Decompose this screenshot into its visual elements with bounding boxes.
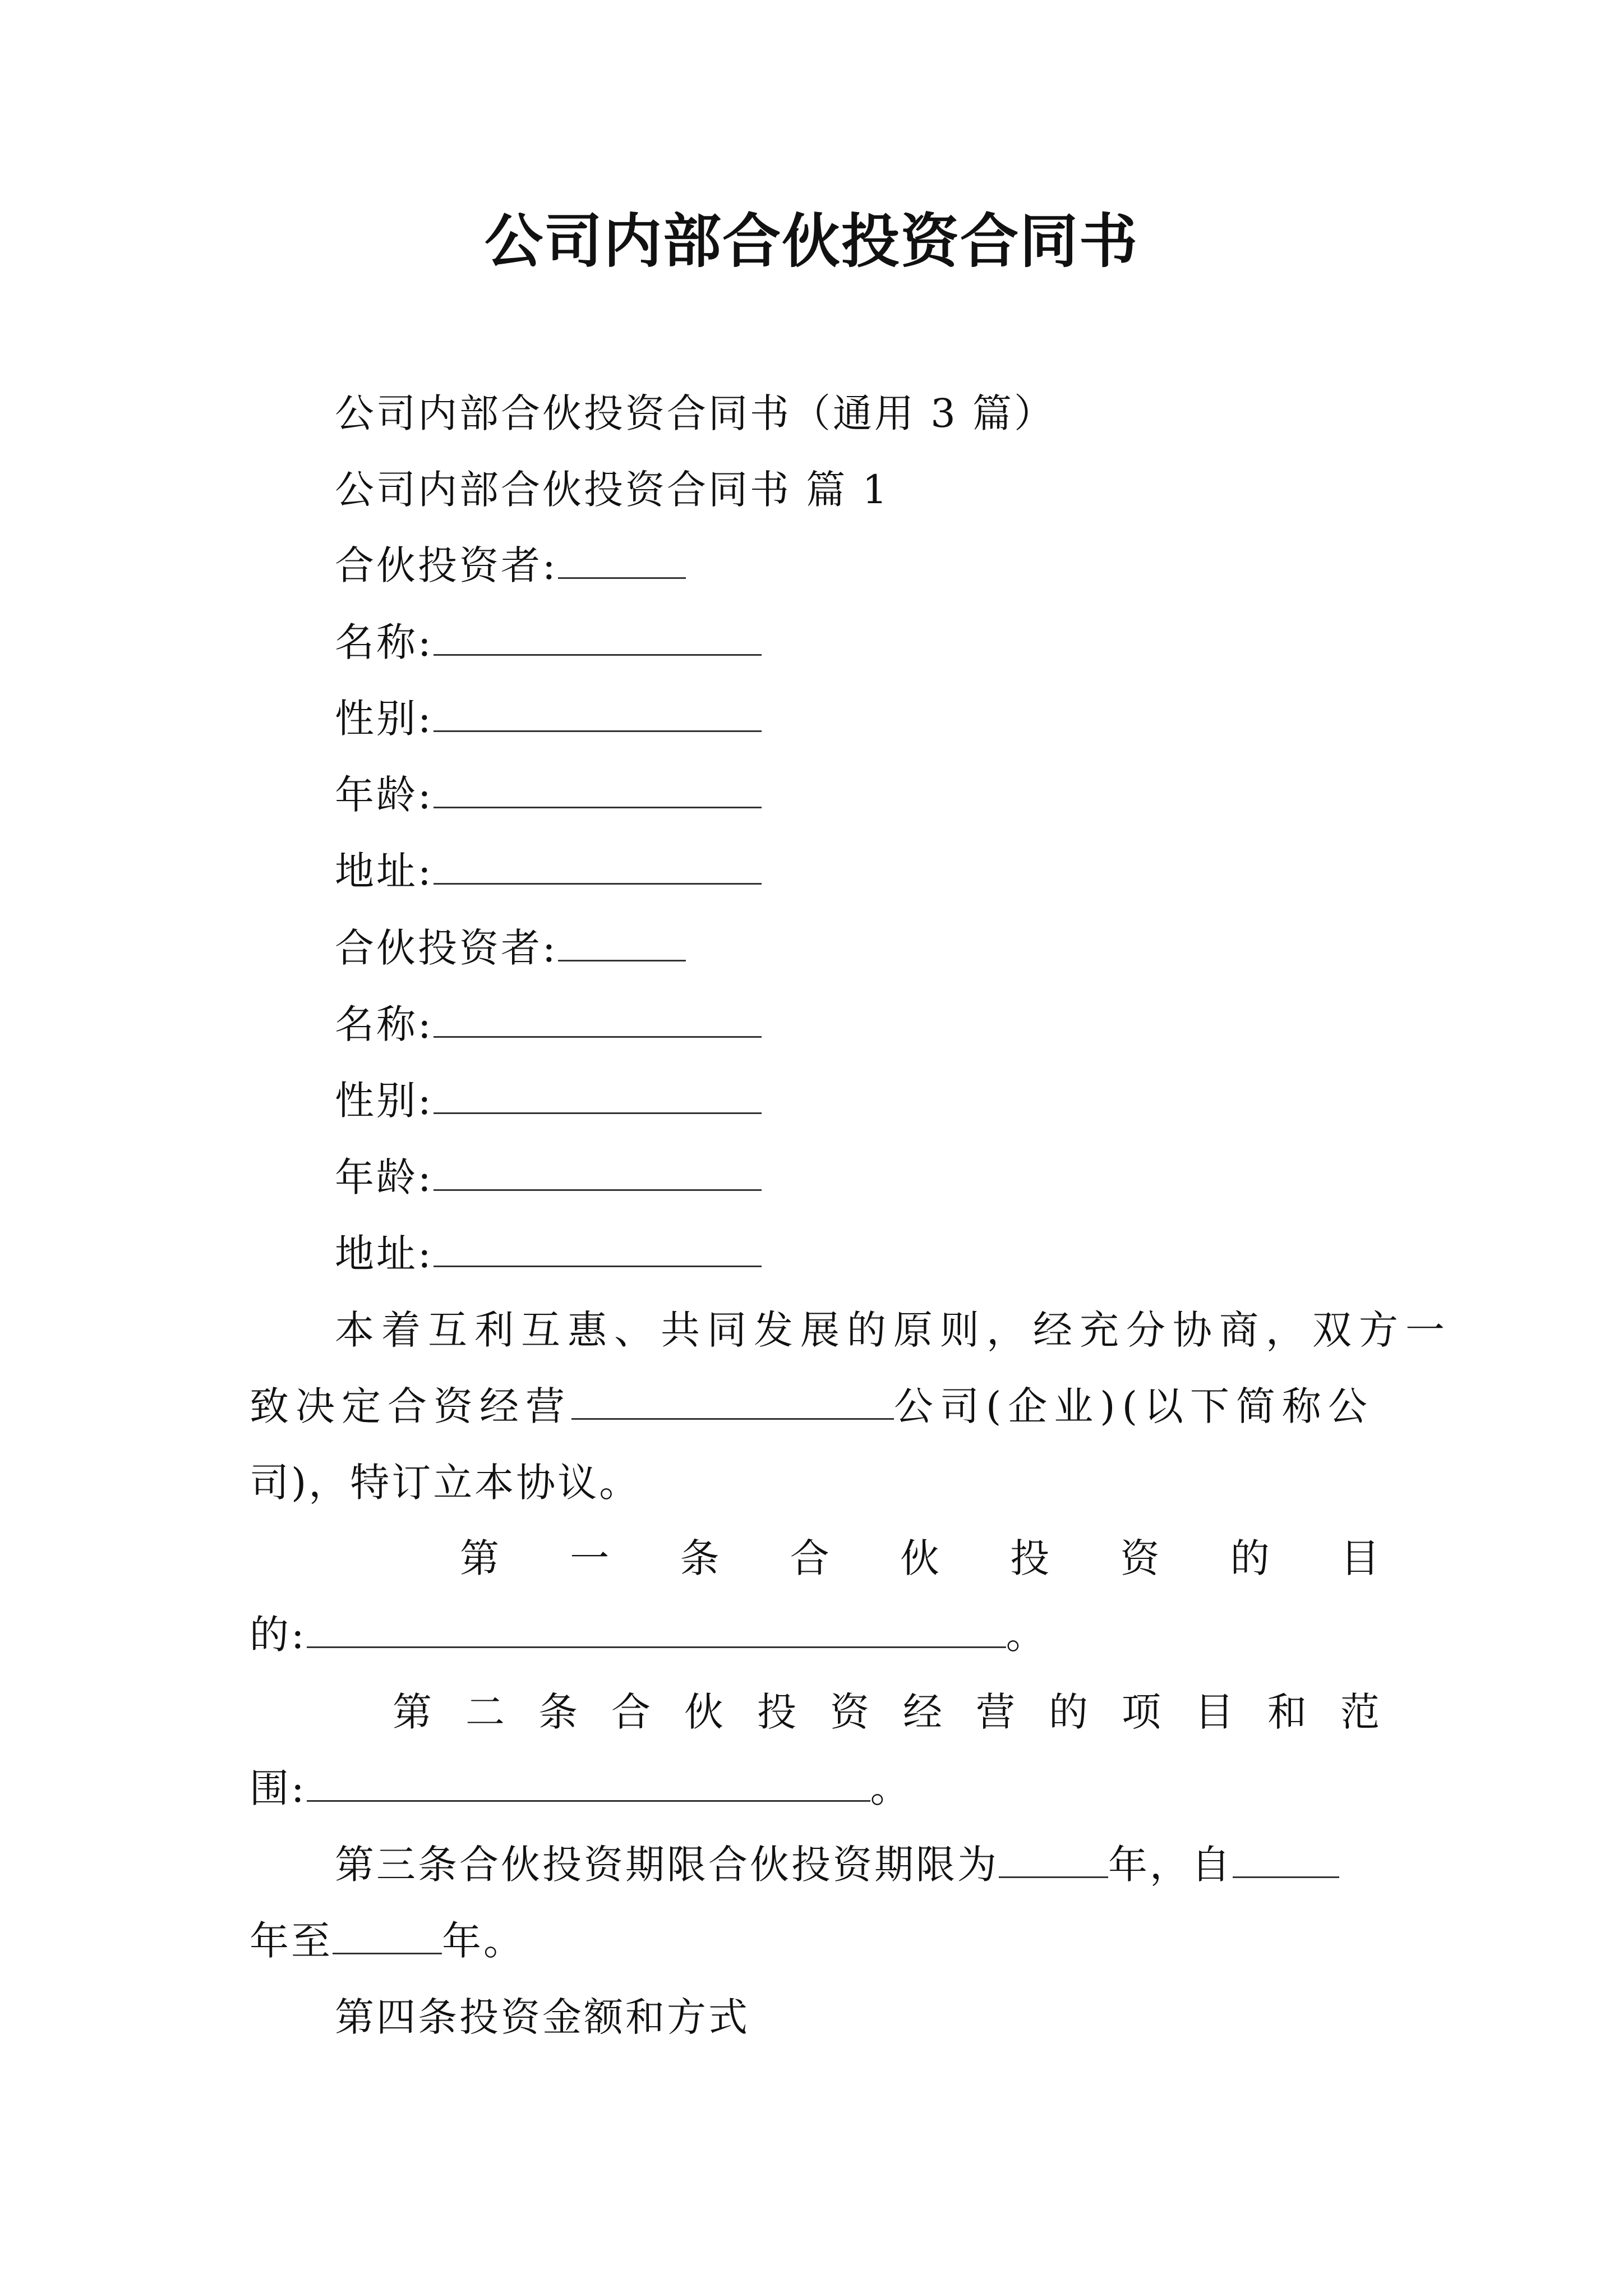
article1-heading-char: 一 bbox=[570, 1535, 610, 1581]
article1-heading-char: 的 bbox=[1230, 1535, 1270, 1581]
gender-label: 性别: bbox=[335, 696, 434, 742]
intro-line-3: 司)，特订立本协议。 bbox=[250, 1460, 641, 1506]
age-blank bbox=[434, 767, 762, 808]
intro-line-2-end: 公司(企业)(以下简称公 bbox=[894, 1383, 1374, 1429]
article-3-end: 年。 bbox=[442, 1918, 525, 1964]
article2-heading-char: 的 bbox=[1049, 1689, 1088, 1735]
article2-heading-char: 第 bbox=[393, 1689, 432, 1735]
article2-heading-char: 经 bbox=[903, 1689, 942, 1735]
article1-heading-char: 资 bbox=[1120, 1535, 1160, 1581]
article2-heading-char: 目 bbox=[1195, 1689, 1234, 1735]
article-2-heading bbox=[393, 1684, 1380, 1740]
age-label: 年龄: bbox=[335, 772, 434, 818]
partner-1-gender-row bbox=[335, 691, 762, 747]
article-1-label-end: 的: bbox=[250, 1612, 307, 1658]
article-3-from: 年，自 bbox=[1108, 1842, 1233, 1888]
intro-line-2 bbox=[250, 1378, 1374, 1434]
company-name-blank bbox=[571, 1379, 894, 1420]
partner-2-age-row bbox=[335, 1149, 762, 1205]
article2-heading-char: 营 bbox=[976, 1689, 1015, 1735]
term-years-blank bbox=[999, 1837, 1108, 1878]
article-2-line-2 bbox=[250, 1760, 912, 1816]
end-year-blank bbox=[333, 1913, 442, 1954]
name-label: 名称: bbox=[335, 619, 434, 665]
scope-blank bbox=[307, 1761, 870, 1802]
article2-heading-char: 资 bbox=[830, 1689, 869, 1735]
article2-heading-char: 投 bbox=[757, 1689, 796, 1735]
purpose-blank bbox=[307, 1607, 1006, 1648]
intro-line-1: 本着互利互惠、共同发展的原则，经充分协商，双方一 bbox=[335, 1307, 1452, 1353]
article1-heading-char: 目 bbox=[1340, 1535, 1380, 1581]
partner-2-gender-row bbox=[335, 1073, 762, 1129]
article2-heading-char: 项 bbox=[1122, 1689, 1161, 1735]
partner-1-name-row bbox=[335, 614, 762, 670]
article1-heading-char: 投 bbox=[1010, 1535, 1050, 1581]
partner-1-row bbox=[335, 537, 686, 593]
article-1-heading bbox=[460, 1530, 1380, 1586]
address-blank bbox=[434, 1226, 762, 1267]
article-1-period: 。 bbox=[1006, 1612, 1048, 1658]
partner-blank bbox=[558, 921, 686, 961]
name-blank bbox=[434, 997, 762, 1038]
article1-heading-char: 条 bbox=[680, 1535, 720, 1581]
article-3-line-1 bbox=[335, 1837, 1339, 1893]
partner-label: 合伙投资者: bbox=[335, 925, 558, 971]
article-2-period: 。 bbox=[870, 1765, 912, 1811]
address-label: 地址: bbox=[335, 1231, 434, 1277]
document-title: 公司内部合伙投资合同书 bbox=[484, 206, 1138, 275]
gender-label: 性别: bbox=[335, 1078, 434, 1124]
article2-heading-char: 和 bbox=[1267, 1689, 1307, 1735]
name-label: 名称: bbox=[335, 1001, 434, 1047]
partner-1-address-row bbox=[335, 843, 762, 899]
article2-heading-char: 伙 bbox=[684, 1689, 723, 1735]
article2-heading-char: 条 bbox=[538, 1689, 578, 1735]
address-blank bbox=[434, 844, 762, 885]
article-4-heading: 第四条投资金额和方式 bbox=[335, 1994, 750, 2040]
article-3-line-2 bbox=[250, 1913, 525, 1969]
gender-blank bbox=[434, 691, 762, 732]
article-2-label-end: 围: bbox=[250, 1765, 307, 1811]
article2-heading-char: 二 bbox=[465, 1689, 505, 1735]
age-label: 年龄: bbox=[335, 1154, 434, 1200]
start-year-blank bbox=[1233, 1837, 1339, 1878]
age-blank bbox=[434, 1150, 762, 1191]
partner-2-address-row bbox=[335, 1226, 762, 1282]
subtitle: 公司内部合伙投资合同书（通用 3 篇） bbox=[335, 390, 1056, 436]
name-blank bbox=[434, 615, 762, 656]
article2-heading-char: 合 bbox=[611, 1689, 651, 1735]
article-1-line-2 bbox=[250, 1607, 1048, 1663]
article-3-text: 第三条合伙投资期限合伙投资期限为 bbox=[335, 1842, 999, 1888]
partner-1-age-row bbox=[335, 767, 762, 823]
partner-2-name-row bbox=[335, 996, 762, 1052]
partner-label: 合伙投资者: bbox=[335, 542, 558, 588]
gender-blank bbox=[434, 1073, 762, 1114]
partner-blank bbox=[558, 538, 686, 579]
article-3-to: 年至 bbox=[250, 1918, 333, 1964]
address-label: 地址: bbox=[335, 848, 434, 894]
intro-line-2-start: 致决定合资经营 bbox=[250, 1383, 571, 1429]
article2-heading-char: 范 bbox=[1340, 1689, 1380, 1735]
article1-heading-char: 合 bbox=[790, 1535, 829, 1581]
partner-2-row bbox=[335, 920, 686, 976]
article1-heading-char: 伙 bbox=[900, 1535, 939, 1581]
article1-heading-char: 第 bbox=[460, 1535, 499, 1581]
section-heading: 公司内部合伙投资合同书 篇 1 bbox=[335, 467, 890, 513]
